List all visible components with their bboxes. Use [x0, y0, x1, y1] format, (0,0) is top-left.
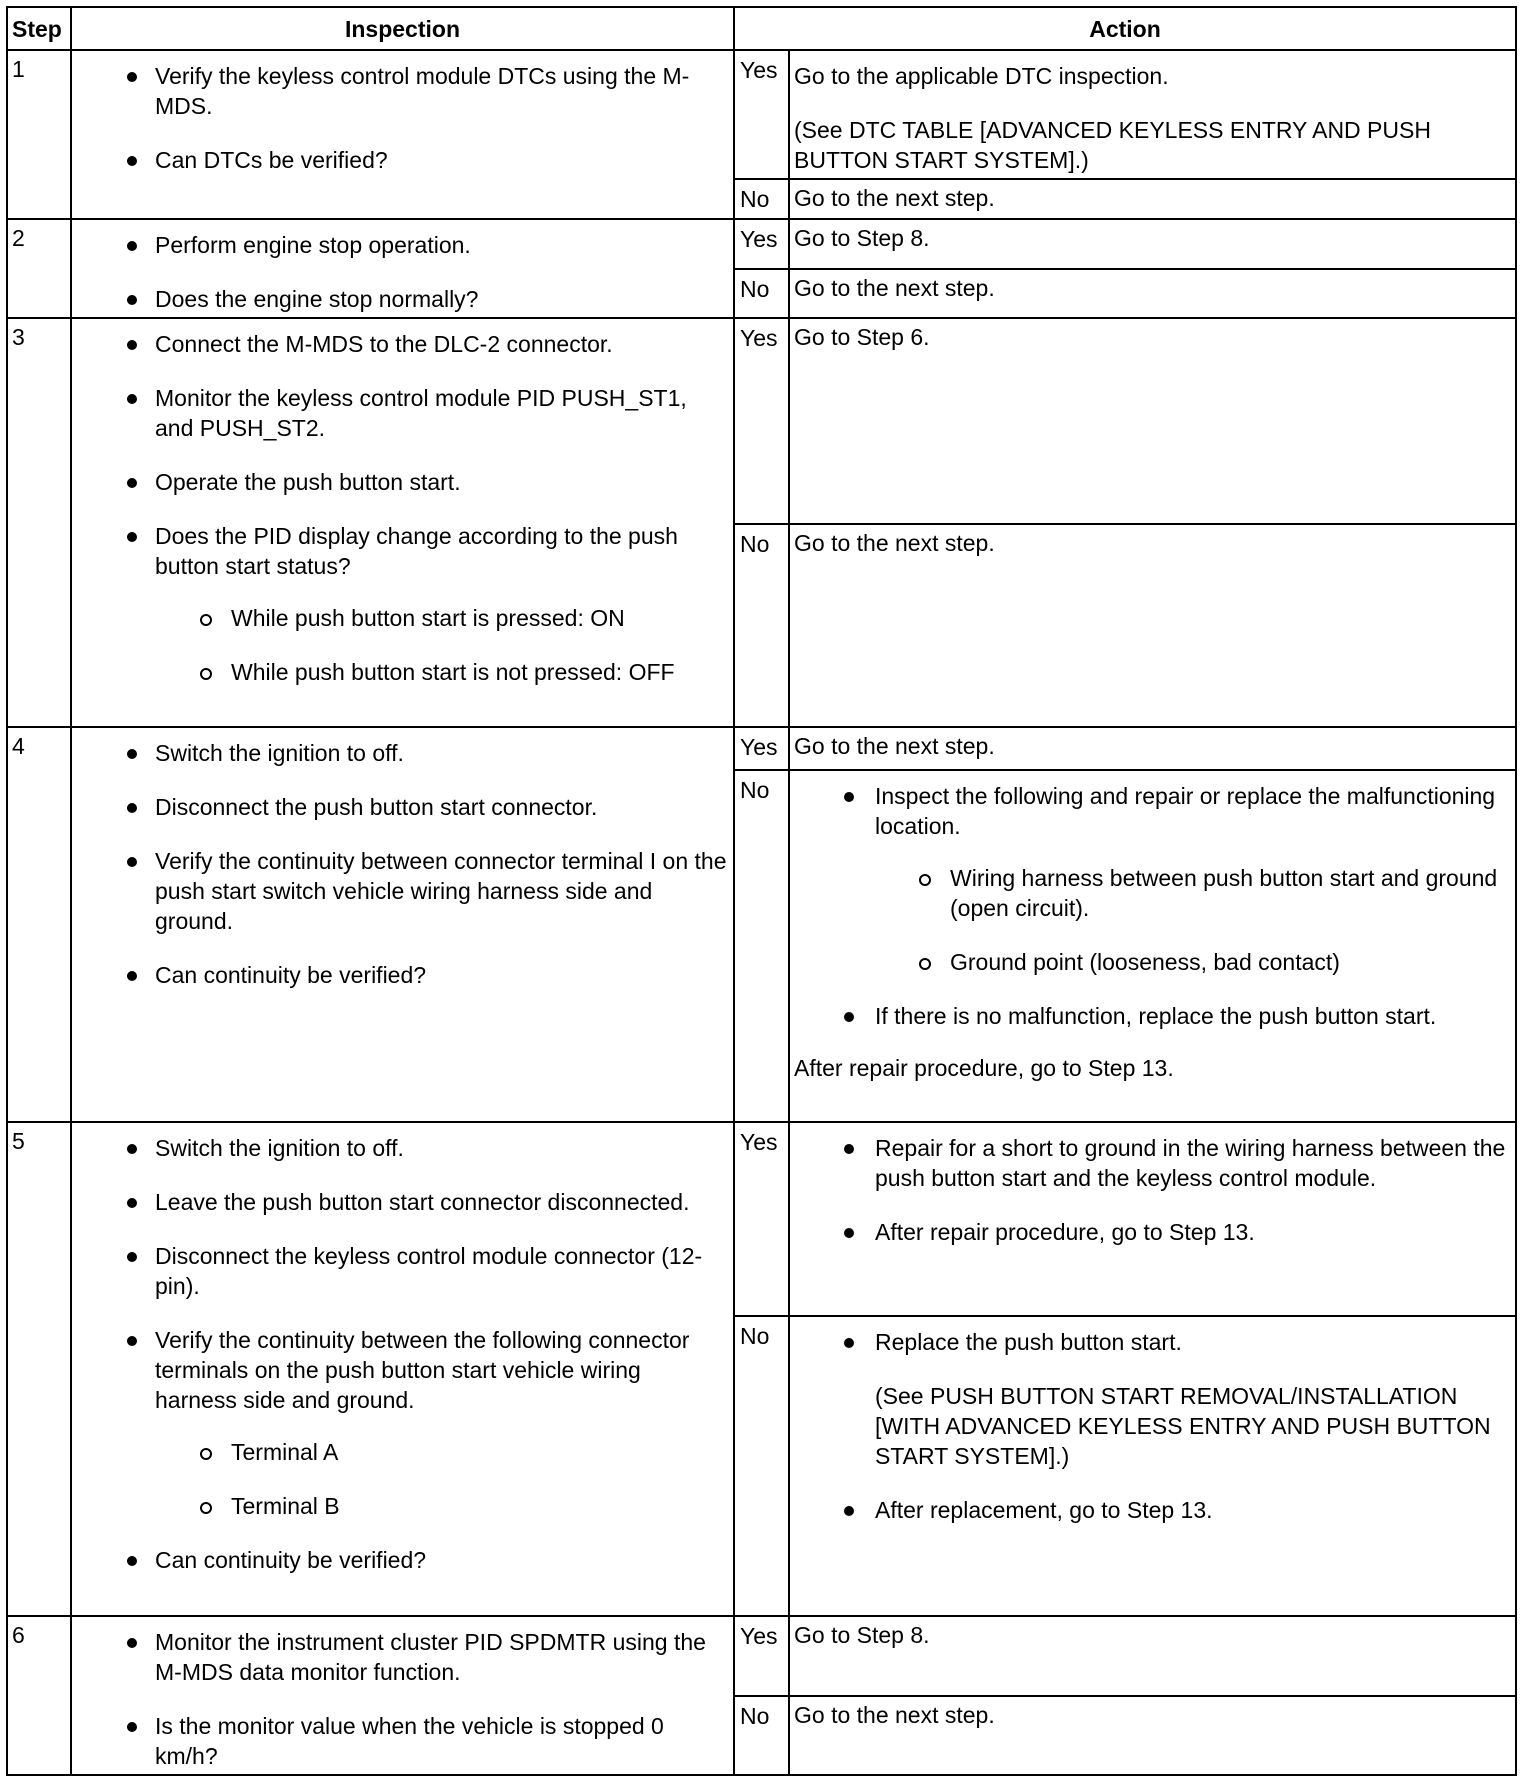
inspection-item: Can DTCs be verified?	[76, 145, 729, 175]
yes-action: Go to Step 6.	[789, 318, 1516, 524]
inspection-cell	[71, 1616, 734, 1775]
yes-label: Yes	[734, 318, 789, 524]
inspection-item: Monitor the keyless control module PID PUSH_ST1, and PUSH_ST2.	[76, 383, 729, 443]
no-action: Go to the next step.	[789, 269, 1516, 319]
yes-label: Yes	[734, 727, 789, 770]
table-row	[7, 1616, 1516, 1696]
action-column-header: Action	[734, 7, 1516, 50]
inspection-subitem: Terminal A	[76, 1437, 729, 1467]
inspection-item: Switch the ignition to off.	[76, 738, 729, 768]
step-number: 1	[7, 50, 71, 219]
inspection-item: Verify the keyless control module DTCs using the M-MDS.	[76, 61, 729, 121]
inspection-item: Operate the push button start.	[76, 467, 729, 497]
inspection-cell	[71, 318, 734, 727]
action-item: After replacement, go to Step 13.	[794, 1495, 1511, 1525]
no-label: No	[734, 524, 789, 727]
step-number: 3	[7, 318, 71, 727]
no-label: No	[734, 1316, 789, 1616]
inspection-item: Can continuity be verified?	[76, 960, 729, 990]
action-item: If there is no malfunction, replace the push button start.	[794, 1001, 1511, 1031]
inspection-item: Verify the continuity between the following connector terminals on the push button start vehicle wiring harness side and ground.	[76, 1325, 729, 1415]
no-action: Go to the next step.	[789, 1696, 1516, 1776]
table-row	[7, 318, 1516, 524]
inspection-item: Leave the push button start connector disconnected.	[76, 1187, 729, 1217]
yes-action-cell	[789, 1122, 1516, 1316]
no-action: Go to the next step.	[789, 179, 1516, 219]
removal-installation-reference: (See PUSH BUTTON START REMOVAL/INSTALLATION [WITH ADVANCED KEYLESS ENTRY AND PUSH BUTTON START SYSTEM].)	[875, 1383, 1491, 1469]
yes-action-reference: (See DTC TABLE [ADVANCED KEYLESS ENTRY AND PUSH BUTTON START SYSTEM].)	[794, 117, 1431, 173]
action-subitem: Ground point (looseness, bad contact)	[794, 947, 1511, 977]
yes-label: Yes	[734, 1122, 789, 1316]
inspection-item: Disconnect the keyless control module connector (12-pin).	[76, 1241, 729, 1301]
action-item: Replace the push button start.	[794, 1327, 1511, 1357]
action-item: After repair procedure, go to Step 13.	[794, 1217, 1511, 1247]
step-number: 2	[7, 219, 71, 318]
inspection-item: Does the PID display change according to the push button start status?	[76, 521, 729, 581]
inspection-cell	[71, 50, 734, 219]
step-column-header: Step	[7, 7, 71, 50]
action-item: Repair for a short to ground in the wiring harness between the push button start and the keyless control module.	[794, 1133, 1511, 1193]
no-label: No	[734, 269, 789, 319]
inspection-column-header: Inspection	[71, 7, 734, 50]
table-row	[7, 219, 1516, 269]
inspection-item: Verify the continuity between connector terminal I on the push start switch vehicle wiring harness side and ground.	[76, 846, 729, 936]
inspection-cell	[71, 727, 734, 1122]
yes-action: Go to the applicable DTC inspection.	[794, 63, 1169, 89]
step-number: 4	[7, 727, 71, 1122]
inspection-item: Does the engine stop normally?	[76, 284, 729, 314]
inspection-cell	[71, 219, 734, 318]
no-label: No	[734, 179, 789, 219]
no-action: Go to the next step.	[789, 524, 1516, 727]
action-item: Inspect the following and repair or replace the malfunctioning location.	[794, 781, 1511, 841]
inspection-item: Perform engine stop operation.	[76, 230, 729, 260]
inspection-subitem: While push button start is not pressed: OFF	[76, 657, 729, 687]
inspection-item: Connect the M-MDS to the DLC-2 connector.	[76, 329, 729, 359]
after-repair-note: After repair procedure, go to Step 13.	[794, 1055, 1174, 1081]
action-subitem: Wiring harness between push button start and ground (open circuit).	[794, 863, 1511, 923]
no-label: No	[734, 770, 789, 1122]
inspection-item: Disconnect the push button start connector.	[76, 792, 729, 822]
yes-action: Go to the next step.	[789, 727, 1516, 770]
yes-action-cell	[789, 50, 1516, 179]
inspection-subitem: Terminal B	[76, 1491, 729, 1521]
yes-action: Go to Step 8.	[789, 1616, 1516, 1696]
no-label: No	[734, 1696, 789, 1776]
inspection-item: Can continuity be verified?	[76, 1545, 729, 1575]
no-action-cell	[789, 770, 1516, 1122]
step-number: 6	[7, 1616, 71, 1775]
table-row	[7, 50, 1516, 179]
table-row	[7, 727, 1516, 770]
yes-action: Go to Step 8.	[789, 219, 1516, 269]
inspection-subitem: While push button start is pressed: ON	[76, 603, 729, 633]
no-action-cell	[789, 1316, 1516, 1616]
inspection-item: Switch the ignition to off.	[76, 1133, 729, 1163]
yes-label: Yes	[734, 1616, 789, 1696]
table-header-row	[7, 7, 1516, 50]
inspection-item: Monitor the instrument cluster PID SPDMTR using the M-MDS data monitor function.	[76, 1627, 729, 1687]
procedure-table-wrapper	[6, 6, 1515, 1776]
yes-label: Yes	[734, 219, 789, 269]
yes-label: Yes	[734, 50, 789, 179]
troubleshooting-table	[6, 6, 1517, 1776]
inspection-item: Is the monitor value when the vehicle is stopped 0 km/h?	[76, 1711, 729, 1771]
table-row	[7, 1122, 1516, 1316]
step-number: 5	[7, 1122, 71, 1616]
inspection-cell	[71, 1122, 734, 1616]
